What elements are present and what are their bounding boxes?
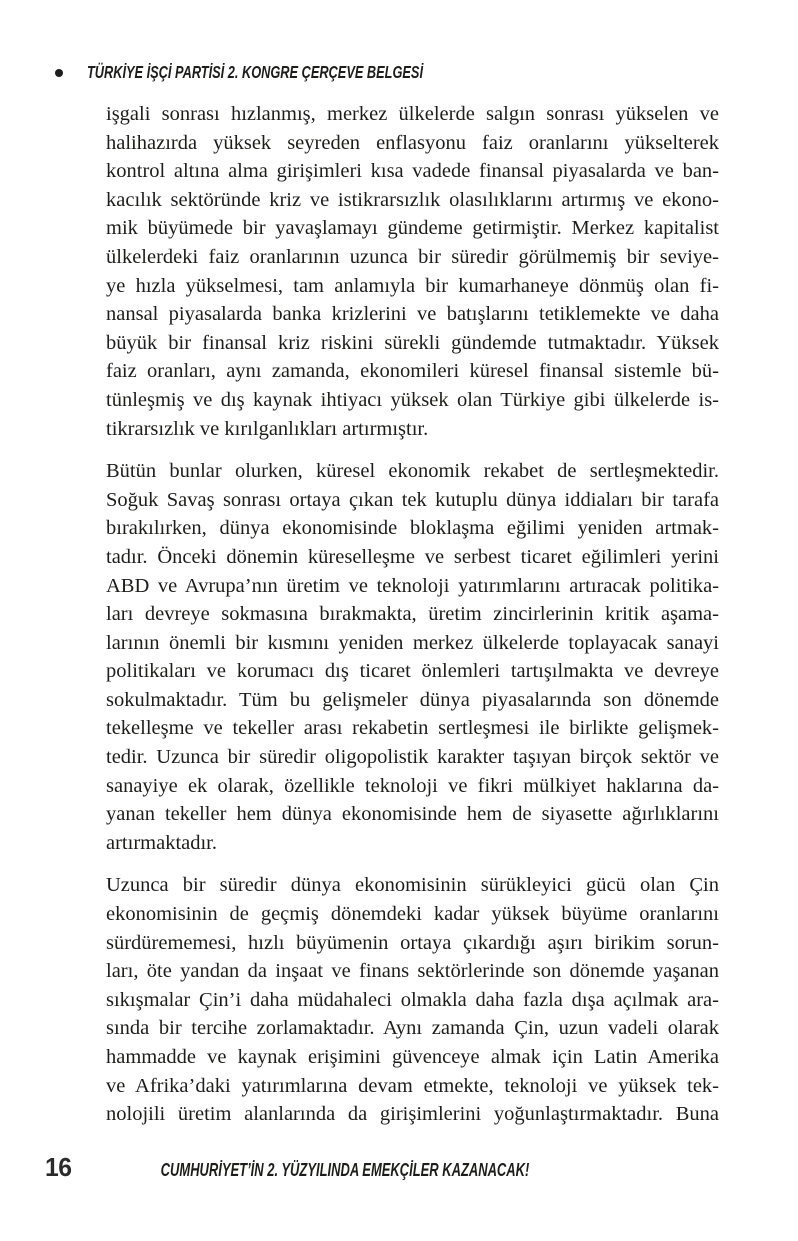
text-line: ye hızla yükselmesi, tam anlamıyla bir kumarhaneye dönmüş olan fi- [106, 274, 719, 297]
text-line: sıkışmalar Çin’i daha müdahaleci olmakla daha fazla dışa açılmak ara- [106, 988, 719, 1011]
text-line: ülkelerdeki faiz oranlarının uzunca bir süredir görülmemiş bir seviye- [106, 245, 719, 268]
text-line: sanayiye ek olarak, özellikle teknoloji ve fikri mülkiyet haklarına da- [106, 774, 719, 797]
text-line: mik büyümede bir yavaşlamayı gündeme getirmiştir. Merkez kapitalist [106, 217, 719, 240]
text-line: nansal piyasalarda banka krizlerini ve batışlarını tetiklemekte ve daha [106, 303, 719, 326]
text-line: kacılık sektöründe kriz ve istikrarsızlık olasılıklarını artırmış ve ekono- [106, 188, 719, 211]
text-line: Uzunca bir süredir dünya ekonomisinin sürükleyici gücü olan Çin [106, 874, 719, 897]
page-footer [45, 1152, 601, 1183]
page-number: 16 [45, 1152, 72, 1182]
text-line: sürdürememesi, hızlı büyümenin ortaya çıkardığı aşırı birikim sorun- [106, 931, 719, 954]
text-line: faiz oranları, aynı zamanda, ekonomileri küresel finansal sistemle bü- [106, 360, 719, 383]
text-line: tadır. Önceki dönemin küreselleşme ve serbest ticaret eğilimleri yerini [106, 545, 719, 568]
page-body [106, 100, 719, 1129]
text-line: larının önemli bir kısmını yeniden merkez ülkelerde toplayacak sanayi [106, 631, 719, 654]
text-line: işgali sonrası hızlanmış, merkez ülkelerde salgın sonrası yükselen ve [106, 103, 719, 125]
page-header [55, 62, 547, 83]
footer-slogan: CUMHURİYET’İN 2. YÜZYILINDA EMEKÇİLER KAZANACAK! [160, 1160, 530, 1180]
header-title: TÜRKİYE İŞÇİ PARTİSİ 2. KONGRE ÇERÇEVE BELGESİ [87, 62, 423, 82]
text-line: hammadde ve kaynak erişimini güvenceye almak için Latin Amerika [106, 1046, 719, 1068]
text-line: tedir. Uzunca bir süredir oligopolistik karakter taşıyan birçok sektör ve [106, 746, 719, 769]
text-line: kontrol altına alma girişimleri kısa vadede finansal piyasalarda ve ban- [106, 160, 719, 183]
text-line: Soğuk Savaş sonrası ortaya çıkan tek kutuplu dünya iddiaları bir tarafa [106, 488, 719, 511]
paragraph [106, 457, 719, 857]
text-line: nolojili üretim alanlarında da girişimlerini yoğunlaştırmaktadır. Buna [106, 1103, 719, 1126]
text-line: bırakılırken, dünya ekonomisinde bloklaşma eğilimi yeniden artmak- [106, 517, 719, 540]
text-line: artırmaktadır. [106, 831, 217, 854]
text-line: sında bir tercihe zorlamaktadır. Aynı zamanda Çin, uzun vadeli olarak [106, 1017, 719, 1040]
text-line: tikrarsızlık ve kırılganlıkları artırmıştır. [106, 417, 429, 440]
paragraph [106, 100, 719, 443]
text-line: ABD ve Avrupa’nın üretim ve teknoloji yatırımlarını artıracak politika- [106, 574, 719, 597]
text-line: ları devreye sokmasına bırakmakta, üretim zincirlerinin kritik aşama- [106, 603, 719, 626]
text-line: politikaları ve korumacı dış ticaret önlemleri tartışılmakta ve devreye [106, 660, 719, 683]
text-line: ve Afrika’daki yatırımlarına devam etmekte, teknoloji ve yüksek tek- [106, 1074, 719, 1097]
text-line: sokulmaktadır. Tüm bu gelişmeler dünya piyasalarında son dönemde [106, 688, 719, 711]
text-line: tünleşmiş ve dış kaynak ihtiyacı yüksek olan Türkiye gibi ülkelerde is- [106, 388, 719, 411]
text-line: ekonomisinin de geçmiş dönemdeki kadar yüksek büyüme oranlarını [106, 903, 719, 926]
text-line: yanan tekeller hem dünya ekonomisinde hem de siyasette ağırlıklarını [106, 803, 719, 826]
bullet-icon [55, 69, 63, 77]
text-line: büyük bir finansal kriz riskini sürekli gündemde tutmaktadır. Yüksek [106, 331, 719, 354]
text-line: ları, öte yandan da inşaat ve finans sektörlerinde son dönemde yaşanan [106, 960, 719, 983]
text-line: Bütün bunlar olurken, küresel ekonomik rekabet de sertleşmektedir. [106, 460, 719, 483]
text-line: halihazırda yüksek seyreden enflasyonu faiz oranlarını yükselterek [106, 131, 719, 154]
paragraph [106, 871, 719, 1128]
text-line: tekelleşme ve tekeller arası rekabetin sertleşmesi ile birlikte gelişmek- [106, 717, 719, 740]
